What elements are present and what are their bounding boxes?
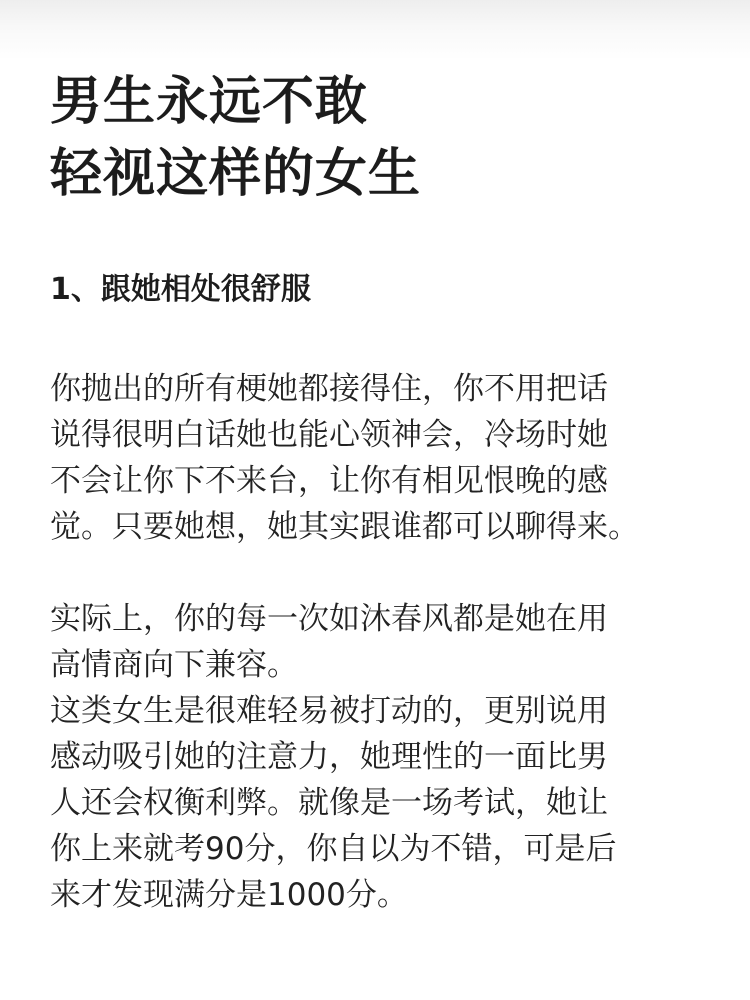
paragraph-line: 说得很明白话她也能心领神会，冷场时她 bbox=[50, 417, 608, 453]
paragraph-line: 高情商向下兼容。 bbox=[50, 647, 298, 683]
article-title bbox=[50, 66, 700, 210]
paragraph-line: 你抛出的所有梗她都接得住，你不用把话 bbox=[50, 371, 608, 407]
paragraph-line: 人还会权衡利弊。就像是一场考试，她让 bbox=[50, 785, 608, 821]
paragraph-line: 来才发现满分是1000分。 bbox=[50, 877, 408, 913]
paragraph-line: 实际上，你的每一次如沐春风都是她在用 bbox=[50, 601, 608, 637]
paragraph-line: 觉。只要她想，她其实跟谁都可以聊得来。 bbox=[50, 509, 639, 545]
paragraph-3 bbox=[50, 688, 700, 918]
title-line: 男生永远不敢 bbox=[50, 72, 369, 132]
paragraph-line: 不会让你下不来台，让你有相见恨晚的感 bbox=[50, 463, 608, 499]
top-fade-band bbox=[0, 0, 750, 60]
title-line: 轻视这样的女生 bbox=[50, 144, 422, 204]
section-heading: 1、跟她相处很舒服 bbox=[50, 272, 311, 307]
article bbox=[50, 66, 700, 918]
paragraph-line: 这类女生是很难轻易被打动的，更别说用 bbox=[50, 693, 608, 729]
paragraph-2 bbox=[50, 596, 700, 688]
paragraph-line: 你上来就考90分，你自以为不错，可是后 bbox=[50, 831, 617, 867]
paragraph-1 bbox=[50, 366, 700, 550]
paragraph-line: 感动吸引她的注意力，她理性的一面比男 bbox=[50, 739, 608, 775]
